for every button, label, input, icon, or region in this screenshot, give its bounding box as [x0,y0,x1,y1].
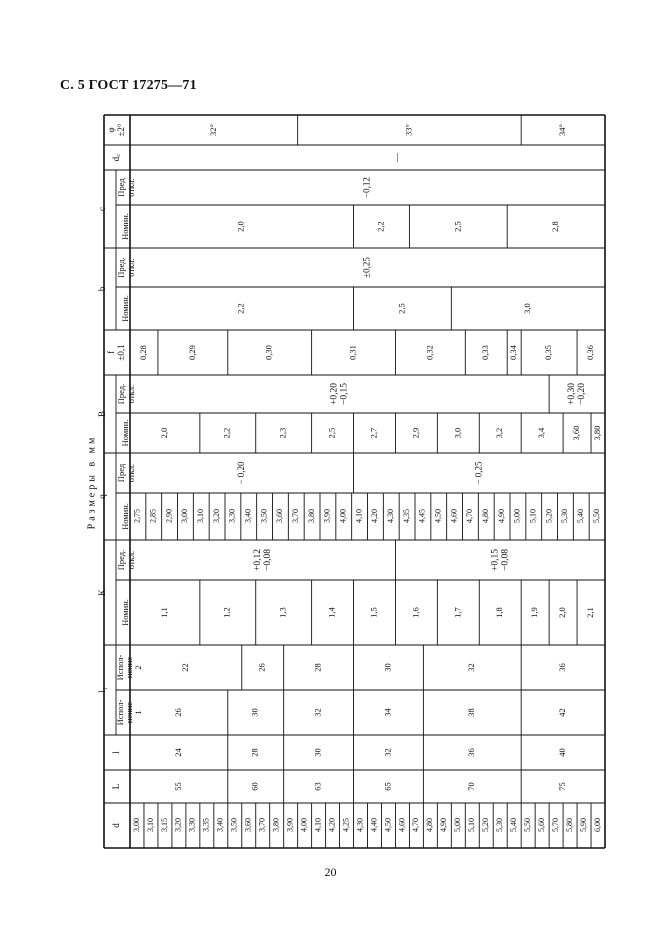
d-value: 3,40 [215,818,225,832]
header-isp2-1: Испол- [114,654,125,681]
super-header: Размеры в мм [86,434,98,530]
q-nomin-value: 3,00 [180,509,190,523]
d-value: 4,25 [341,818,351,832]
f-value: 0,31 [347,345,358,360]
B-nomin-value: 3,0 [452,427,463,439]
B-nomin-value: 2,9 [410,427,421,439]
b-nomin-value: 2,5 [396,303,407,314]
d-value: 3,15 [159,818,169,832]
header-c-pred-1: Пред [115,178,126,197]
B-nomin-value: 2,5 [326,427,337,439]
header-c-nomin: Номин. [119,213,130,240]
q-nomin-value: 5,20 [544,509,554,523]
isp1-value: 30 [249,708,260,717]
d-value: 5,50 [522,818,533,832]
isp2-value: 22 [179,663,190,672]
q-nomin-value: 4,45 [417,509,427,523]
K-nomin-value: 1,8 [494,607,505,618]
header-f-line2: ±0,1 [116,344,127,361]
header-isp1-1: Испол- [114,699,125,726]
header-l1: l₁ [97,687,108,693]
header-B-pred-1: Пред. [115,383,126,405]
q-nomin-value: 3,80 [306,509,316,523]
l-value: 24 [172,748,183,757]
header-l: l [111,751,122,754]
header-B-nomin: Номин. [119,419,130,447]
b-nomin-value: 3,0 [522,303,533,314]
header-K: K [97,589,108,596]
q-nomin-value: 4,80 [481,509,491,523]
l-value: 28 [249,748,260,757]
L-value: 60 [249,782,260,791]
l-value: 30 [312,748,323,757]
l-value: 40 [557,748,568,757]
phi-value: 33° [403,124,414,136]
K-pred-2-line1: +0,15 [490,549,501,571]
header-b-nomin: Номин. [119,295,130,322]
K-nomin-value: 2,1 [584,607,595,618]
header-K-pred-1: Пред. [115,549,126,571]
header-K-pred-2: откл. [125,550,136,570]
B-nomin-value: 3,4 [536,427,547,439]
c-nomin-value: 2,8 [550,221,561,232]
header-phi-line2: ±2° [116,123,127,137]
d-value: 3,20 [173,818,183,832]
q-nomin-value: 3,50 [259,509,269,523]
B-nomin-value: 2,0 [158,427,169,439]
d-value: 4,30 [355,818,365,832]
q-nomin-value: 3,90 [322,509,332,523]
q-nomin-value: 2,85 [148,509,158,523]
B-nomin-value: 3,2 [494,427,505,439]
f-value: 0,28 [137,345,148,360]
header-q-pred-2: откл. [125,463,136,483]
d-value: 3,80 [271,818,281,832]
q-nomin-value: 4,70 [465,509,475,523]
header-L: L [111,783,122,790]
q-nomin-value: 3,20 [211,509,221,523]
dc-value: — [392,153,403,162]
B-nomin-value: 3,80 [591,425,602,441]
header-B-pred-2: откл. [125,384,136,404]
q-nomin-value: 2,75 [132,509,142,523]
header-f-line1: f [106,351,117,354]
d-value: 4,60 [397,818,407,832]
q-nomin-value: 4,10 [354,509,364,523]
d-value: 6,00 [592,818,602,832]
K-nomin-value: 1,1 [158,607,169,618]
d-value: 4,90 [439,818,449,832]
d-value: 4,10 [313,818,323,832]
phi-value: 32° [207,124,218,136]
c-nomin-value: 2,2 [375,221,386,232]
isp1-value: 26 [172,708,183,717]
q-nomin-value: 5,40 [576,509,586,523]
d-value: 5,00 [453,818,463,832]
K-nomin-value: 1,3 [277,607,288,618]
c-nomin-value: 2,0 [235,221,246,232]
isp2-value: 30 [382,663,393,672]
q-nomin-value: 3,10 [196,509,206,523]
isp2-value: 36 [557,663,568,672]
K-nomin-value: 1,4 [326,607,337,618]
q-nomin-value: 3,30 [227,509,237,523]
d-value: 5,90 [578,818,588,832]
c-nomin-value: 2,5 [452,221,463,232]
K-pred-2-line2: −0,08 [500,549,511,571]
b-pred: ±0,25 [361,257,372,278]
header-isp2-3: 2 [132,665,143,670]
header-b-pred-1: Пред. [115,257,126,278]
d-value: 4,20 [327,818,337,832]
L-value: 75 [557,782,568,791]
f-value: 0,35 [543,345,554,360]
d-value: 3,00 [131,818,141,832]
f-value: 0,29 [186,345,197,360]
header-d: d [111,823,122,828]
b-nomin-value: 2,2 [235,303,246,314]
header-isp1-2: нение [123,701,134,724]
header-q-pred-1: Пред [115,463,126,483]
f-value: 0,30 [263,345,274,360]
header-q-nomin: Номин. [119,503,130,530]
d-value: 3,70 [257,818,267,832]
B-nomin-value: 2,3 [277,427,288,439]
d-value: 3,10 [145,818,155,832]
q-nomin-value: 5,30 [560,509,570,523]
d-value: 5,10 [467,818,477,832]
page-number: 20 [324,865,337,879]
q-pred-2: − 0,25 [473,461,484,485]
header-isp2-2: нение [123,656,134,679]
header-isp1-3: 1 [132,710,143,715]
header-b-pred-2: откл. [125,258,136,277]
K-pred-1-line1: +0,12 [252,549,263,571]
q-nomin-value: 2,90 [164,509,174,523]
q-pred-1: − 0,20 [235,461,246,485]
header-phi-line1: φ [106,127,117,133]
q-nomin-value: 4,50 [433,509,443,523]
d-value: 3,50 [229,818,239,832]
phi-value: 34° [557,124,568,136]
header-q: q [97,494,108,499]
B-pred-1-line1: +0,20 [329,383,340,405]
d-value: 4,00 [299,818,309,832]
c-pred: −0,12 [361,177,372,198]
q-nomin-value: 4,30 [386,509,396,523]
header-b: b [97,286,108,292]
f-value: 0,34 [508,345,519,360]
q-nomin-value: 4,60 [449,509,459,523]
q-nomin-value: 4,35 [401,509,411,523]
d-value: 3,90 [285,818,295,832]
f-value: 0,36 [584,345,595,360]
K-nomin-value: 2,0 [557,607,568,618]
B-nomin-value: 3,60 [571,425,582,441]
isp2-value: 32 [466,663,477,672]
L-value: 55 [172,782,183,791]
d-value: 5,80 [564,818,574,832]
isp2-value: 28 [312,663,323,672]
B-nomin-value: 2,7 [368,427,379,439]
B-pred-1-line2: −0,15 [339,383,350,405]
isp1-value: 34 [382,708,393,717]
d-value: 4,80 [425,818,435,832]
l-value: 36 [466,748,477,757]
d-value: 3,35 [201,818,211,832]
q-nomin-value: 5,00 [512,509,522,523]
d-value: 3,60 [243,818,253,832]
K-nomin-value: 1,5 [368,607,379,618]
B-pred-2-line1: +0,30 [567,383,578,405]
d-value: 5,70 [550,818,560,832]
d-value: 5,30 [495,818,505,832]
d-value: 5,20 [481,818,491,832]
d-value: 4,50 [383,818,393,832]
page-header: С. 5 ГОСТ 17275—71 [60,78,197,93]
K-nomin-value: 1,7 [452,607,463,618]
K-pred-1-line2: −0,08 [262,549,273,571]
isp1-value: 42 [557,708,568,717]
d-value: 4,70 [411,818,421,832]
header-c-pred-2: откл. [125,178,136,197]
L-value: 63 [312,782,323,791]
d-value: 4,40 [369,818,379,832]
L-value: 65 [382,782,393,791]
header-c: c [97,207,108,211]
q-nomin-value: 4,90 [496,509,506,523]
d-value: 3,30 [187,818,197,832]
q-nomin-value: 4,00 [338,509,348,523]
d-value: 5,60 [536,818,546,832]
isp2-value: 26 [256,663,267,672]
q-nomin-value: 3,70 [291,509,301,523]
l-value: 32 [382,748,393,757]
isp1-value: 32 [312,708,323,717]
q-nomin-value: 4,20 [370,509,380,523]
q-nomin-value: 3,60 [275,509,285,523]
q-nomin-value: 5,10 [528,509,538,523]
header-K-nomin: Номин. [119,599,130,626]
L-value: 70 [466,782,477,791]
q-nomin-value: 5,50 [591,509,601,523]
K-nomin-value: 1,6 [410,607,421,618]
K-nomin-value: 1,9 [529,607,540,618]
B-nomin-value: 2,2 [221,427,232,439]
K-nomin-value: 1,2 [221,607,232,618]
d-value: 5,40 [509,818,519,832]
q-nomin-value: 3,40 [243,509,253,523]
B-pred-2-line2: −0,20 [577,383,588,405]
header-B: B [97,410,108,418]
f-value: 0,33 [480,345,491,360]
f-value: 0,32 [424,345,435,360]
header-dc: d꜀ [111,153,122,162]
isp1-value: 38 [466,708,477,717]
